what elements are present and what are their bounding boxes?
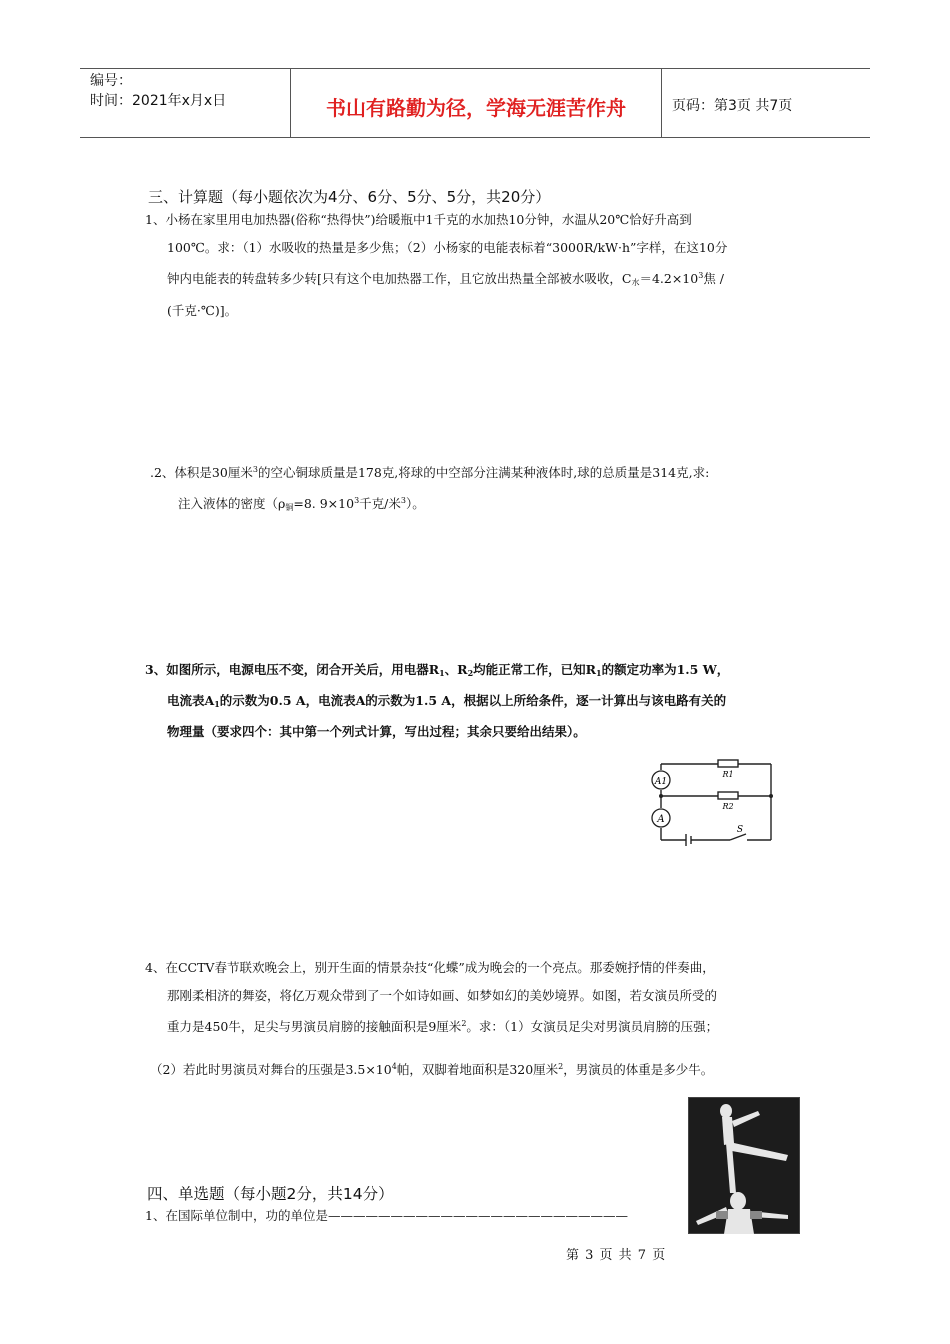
q1-line-3: 钟内电能表的转盘转多少转[只有这个电加热器工作，且它放出热量全部被水吸收，$C_水=4.2\times 10^3$焦 / (167, 271, 724, 287)
section-4-question-1: 1、在国际单位制中，功的单位是———————————————————————— (145, 1208, 628, 1223)
date-label: 时间：2021年x月x日 (90, 93, 227, 109)
q1-line-2: 100℃。求：（1）水吸收的热量是多少焦；（2）小杨家的电能表标着“3000R/kW·h”字样，在这10分 (167, 240, 728, 255)
circuit-diagram (648, 756, 778, 846)
question-3 (145, 656, 825, 746)
switch-label: S (736, 825, 744, 835)
question-4-part-2: （2）若此时男演员对舞台的压强是$3.5\times 10^4$帕，双脚着地面积是320厘米$^2$，男演员的体重是多少牛。 (150, 1062, 714, 1077)
q1-line-4: (千克·℃)]。 (167, 303, 238, 318)
r2-label: R2 (722, 802, 734, 811)
q3-line-1: 3、如图所示，电源电压不变，闭合开关后，用电器$R_1$、$R_2$均能正常工作，已知$R_1$的额定功率为1.5 W， (145, 662, 730, 678)
section-4-title: 四、单选题（每小题2分，共14分） (147, 1185, 394, 1203)
q3-line-2: 电流表$A_1$的示数为0.5 A，电流表A的示数为1.5 A，根据以上所给条件，逐一计算出与该电路有关的 (167, 693, 727, 709)
meter-2-label: A (657, 814, 665, 825)
acrobat-photo (688, 1097, 800, 1234)
page-header (80, 68, 870, 138)
meter-1-label: A1 (654, 777, 668, 787)
q1-line-1: 1、小杨在家里用电加热器(俗称“热得快”)给暖瓶中1千克的水加热10分钟，水温从20℃恰好升高到 (145, 212, 692, 227)
header-page-info: 页码：第3页 共7页 (672, 98, 793, 114)
question-4 (145, 954, 835, 1041)
q3-line-3: 物理量（要求四个：其中第一个列式计算，写出过程；其余只要给出结果）。 (167, 724, 586, 739)
q2-line-2: 注入液体的密度（$\rho_铜=8$. $9\times 10^3$千克/米$^3$）。 (178, 496, 425, 512)
q4-line-1: 4、在CCTV春节联欢晚会上，别开生面的情景杂技“化蝶”成为晚会的一个亮点。那委婉抒情的伴奏曲， (145, 960, 715, 975)
q4-line-3: 重力是450牛，足尖与男演员肩膀的接触面积是9厘米$^2$。求：（1）女演员足尖对男演员肩膀的压强； (167, 1019, 719, 1034)
serial-label: 编号： (90, 73, 132, 89)
question-2 (150, 456, 830, 522)
header-motto: 书山有路勤为径，学海无涯苦作舟 (291, 69, 662, 137)
page-footer: 第 3 页 共 7 页 (566, 1248, 667, 1263)
r1-label: R1 (722, 770, 734, 779)
q4-line-2: 那刚柔相济的舞姿，将亿万观众带到了一个如诗如画、如梦如幻的美妙境界。如图，若女演员所受的 (167, 988, 718, 1003)
header-meta (80, 69, 291, 137)
question-1 (145, 206, 825, 325)
section-3-title: 三、计算题（每小题依次为4分、6分、5分、5分，共20分） (148, 188, 551, 206)
q2-line-1: .2、体积是30厘米$^3$的空心铜球质量是178克,将球的中空部分注满某种液体时,球的总质量是314克,求: (150, 465, 710, 480)
